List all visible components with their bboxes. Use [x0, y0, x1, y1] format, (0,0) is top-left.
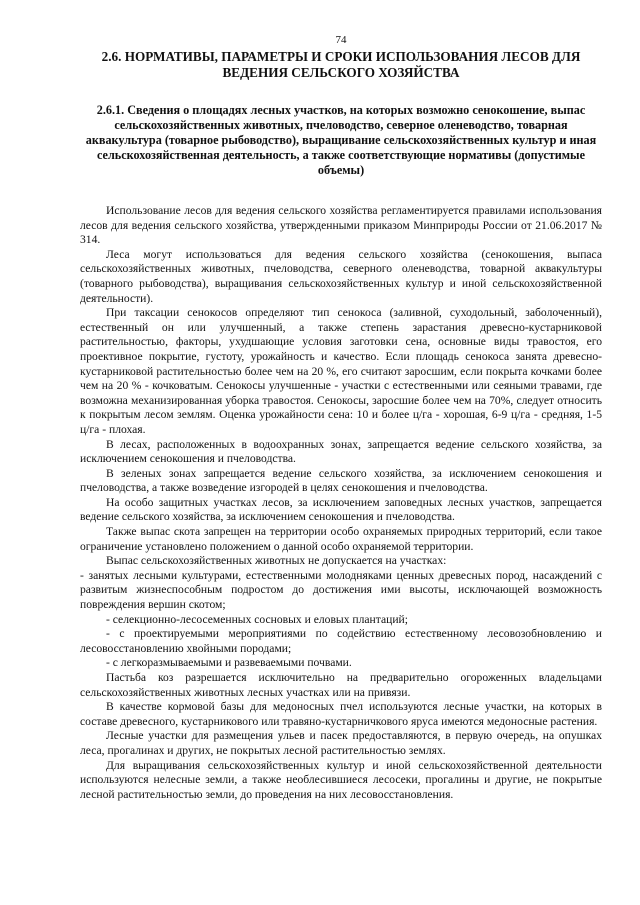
list-item: - селекционно-лесосеменных сосновых и еловых плантаций;: [106, 612, 408, 626]
paragraph: При таксации сенокосов определяют тип сенокоса (заливной, суходольный, заболоченный), естественный он или улучшенный, а также степень зарастания древесно-кустарниковой растительностью, факторы, ухудшающие условия заготовки сена, основные виды травостоя, его проективное покрытие, густоту, урожайность и качество. Если площадь сенокоса занята древесно-кустарниковой растительностью более чем на 20 %, его считают заросшим, если покрыта кочками более чем на 20 % - кочковатым. Сенокосы улучшенные - участки с естественными или сеяными травами, где возможна механизированная уборка травостоя. Сенокосы, заросшие более чем на 70%, следует относить к покрытым лесом землям. Оценка урожайности сена: 10 и более ц/га - хорошая, 6-9 ц/га - средняя, 1-5 ц/га - плохая.: [80, 306, 602, 436]
paragraph: В качестве кормовой базы для медоносных пчел используются лесные участки, на которых в составе древесного, кустарникового или травяно-кустарничкового яруса имеются медоносные растения.: [80, 700, 602, 728]
paragraph: Лесные участки для размещения ульев и пасек предоставляются, в первую очередь, на опушках леса, прогалинах и других, не покрытых лесной растительностью землях.: [80, 729, 602, 757]
paragraph: Для выращивания сельскохозяйственных культур и иной сельскохозяйственной деятельности используются нелесные земли, а также необлесившиеся лесосеки, прогалины и другие, не покрытые лесной растительностью земли, до проведения на них лесовосстановления.: [80, 758, 602, 801]
subsection-title: 2.6.1. Сведения о площадях лесных участков, на которых возможно сенокошение, выпас сельскохозяйственных животных, пчеловодство, северное оленеводство, товарная аквакультура (товарное рыбоводство), выращивание сельскохозяйственных культур и иная сельскохозяйственная деятельность, а также соответствующие нормативы (допустимые объемы): [85, 103, 597, 177]
paragraph: Использование лесов для ведения сельского хозяйства регламентируется правилами использования лесов для ведения сельского хозяйства, утвержденными приказом Минприроды России от 21.06.2017 № 314.: [80, 204, 602, 247]
list-item: - занятых лесными культурами, естественными молодняками ценных древесных пород, насаждений с развитым жизнеспособным подростом до достижения ими высоты, исключающей возможность повреждения вершин скотом;: [80, 568, 602, 612]
paragraph: На особо защитных участках лесов, за исключением заповедных лесных участков, запрещается ведение сельского хозяйства, за исключением сенокошения и пчеловодства.: [80, 495, 602, 524]
page-number: 74: [335, 34, 347, 46]
paragraph: В лесах, расположенных в водоохранных зонах, запрещается ведение сельского хозяйства, за исключением сенокошения и пчеловодства.: [80, 437, 602, 466]
paragraph: Пастьба коз разрешается исключительно на предварительно огороженных владельцами сельскохозяйственных животных лесных участках или на привязи.: [80, 671, 602, 699]
paragraph: В зеленых зонах запрещается ведение сельского хозяйства, за исключением сенокошения и пчеловодства, а также возведение изгородей в целях сенокошения и пчеловодства.: [80, 466, 602, 495]
paragraph: Леса могут использоваться для ведения сельского хозяйства (сенокошения, выпаса сельскохозяйственных животных, пчеловодства, северного оленеводства, товарной аквакультуры (товарного рыбоводства), выращивания сельскохозяйственных культур и иной сельскохозяйственной деятельности).: [80, 247, 602, 305]
list-item: - с легкоразмываемыми и развеваемыми почвами.: [106, 656, 352, 670]
paragraph: Выпас сельскохозяйственных животных не допускается на участках:: [106, 554, 447, 568]
list-item: - с проектируемыми мероприятиями по содействию естественному лесовозобновлению и лесовосстановлению хвойными породами;: [80, 627, 602, 655]
body-text: [80, 204, 602, 802]
paragraph: Также выпас скота запрещен на территории особо охраняемых природных территорий, если такое ограничение установлено положением о данной особо охраняемой территории.: [80, 525, 602, 553]
section-title: 2.6. НОРМАТИВЫ, ПАРАМЕТРЫ И СРОКИ ИСПОЛЬЗОВАНИЯ ЛЕСОВ ДЛЯ ВЕДЕНИЯ СЕЛЬСКОГО ХОЗЯЙСТВА: [101, 49, 581, 80]
